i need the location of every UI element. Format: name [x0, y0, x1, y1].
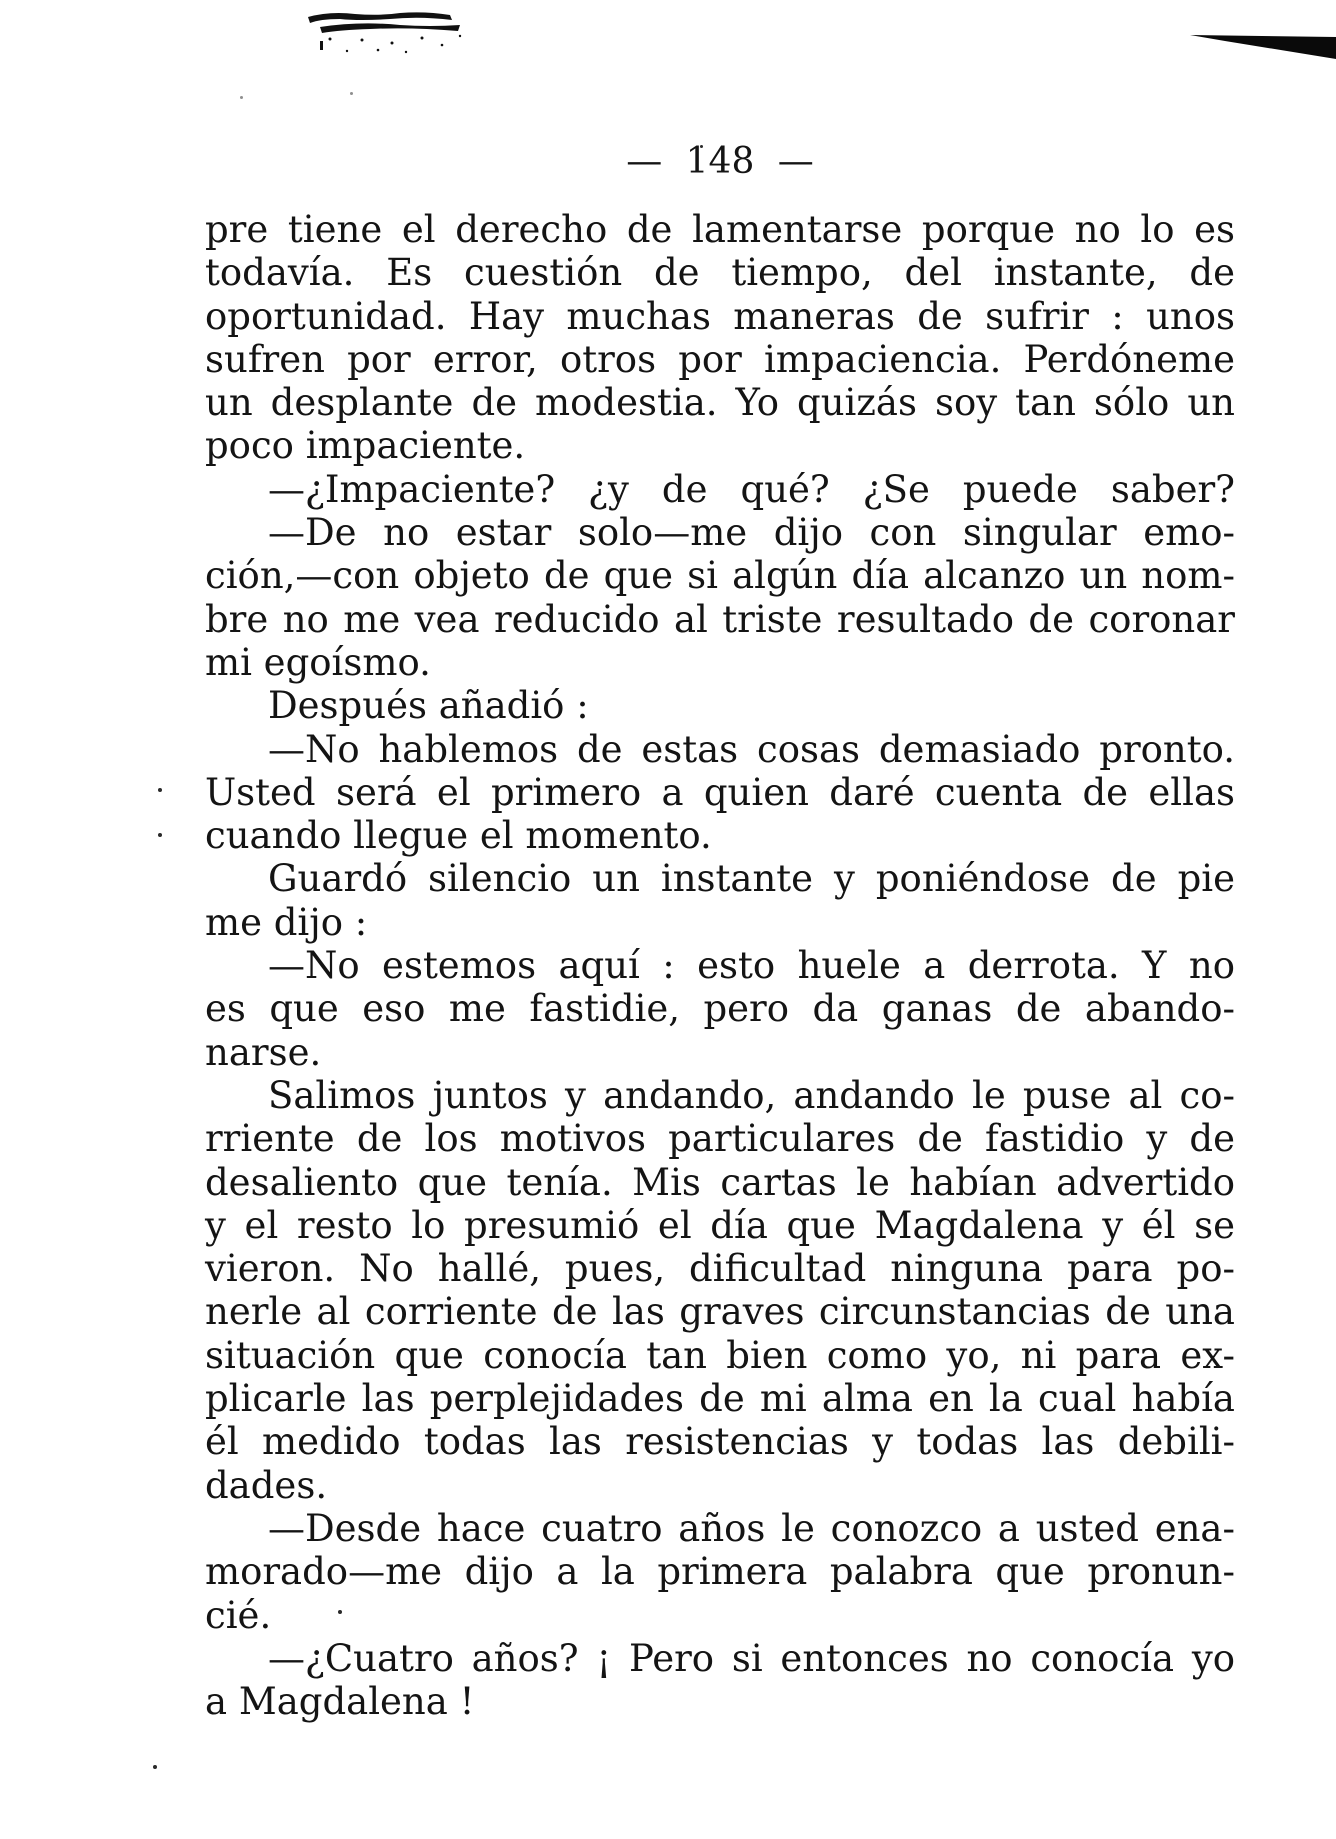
text-line: un desplante de modestia. Yo quizás soy tan sólo un: [205, 381, 1235, 425]
text-line: todavía. Es cuestión de tiempo, del instante, de: [205, 251, 1235, 295]
text-line: Usted será el primero a quien daré cuenta de ellas: [205, 770, 1235, 814]
text-line: dades.: [205, 1463, 328, 1507]
text-line: —¿Impaciente? ¿y de qué? ¿Se puede saber?: [268, 467, 1235, 511]
text-line: mi egoísmo.: [205, 640, 431, 684]
text-line: sufren por error, otros por impaciencia. Perdóneme: [205, 337, 1235, 381]
text-line: nerle al corriente de las graves circunstancias de una: [205, 1290, 1235, 1334]
text-line: —No hablemos de estas cosas demasiado pronto.: [268, 727, 1235, 771]
text-line: ción,—con objeto de que si algún día alcanzo un nom-: [205, 554, 1235, 598]
text-line: situación que conocía tan bien como yo, ni para ex-: [205, 1333, 1235, 1377]
text-line: pre tiene el derecho de lamentarse porque no lo es: [205, 208, 1235, 251]
ink-speck: [153, 1765, 157, 1769]
text-line: y el resto lo presumió el día que Magdalena y él se: [205, 1203, 1235, 1247]
text-line: morado—me dijo a la primera palabra que pronun-: [205, 1550, 1235, 1594]
text-line: —De no estar solo—me dijo con singular emo-: [268, 511, 1235, 555]
text-line: plicarle las perplejidades de mi alma en la cual había: [205, 1377, 1235, 1421]
text-line: desaliento que tenía. Mis cartas le habían advertido: [205, 1160, 1235, 1204]
text-line: me dijo :: [205, 900, 368, 944]
ink-smudge-artifact: [300, 3, 470, 61]
text-line: cuando llegue el momento.: [205, 814, 712, 858]
text-line: poco impaciente.: [205, 424, 526, 468]
text-line: Guardó silencio un instante y poniéndose de pie: [268, 857, 1235, 901]
corner-fold-artifact: [1185, 28, 1336, 62]
ink-speck: [158, 788, 162, 792]
ink-speck: [240, 96, 243, 99]
text-line: es que eso me fastidie, pero da ganas de abando-: [205, 987, 1235, 1031]
text-line: Después añadió :: [268, 684, 589, 728]
text-line: bre no me vea reducido al triste resultado de coronar: [205, 597, 1235, 641]
text-line: a Magdalena !: [205, 1680, 475, 1724]
text-line: narse.: [205, 1030, 322, 1074]
page-text: [205, 208, 1235, 1723]
text-line: Salimos juntos y andando, andando le puse al co-: [268, 1073, 1235, 1117]
text-line: —¿Cuatro años? ¡ Pero si entonces no conocía yo: [268, 1636, 1235, 1680]
text-line: rriente de los motivos particulares de fastidio y de: [205, 1117, 1235, 1161]
page-number: — 148 —: [626, 141, 814, 182]
ink-speck: [158, 833, 162, 837]
text-line: él medido todas las resistencias y todas las debili-: [205, 1420, 1235, 1464]
text-line: —No estemos aquí : esto huele a derrota. Y no: [268, 944, 1235, 988]
ink-speck: [350, 92, 353, 95]
text-line: —Desde hace cuatro años le conozco a usted ena-: [268, 1506, 1235, 1550]
text-line: vieron. No hallé, pues, dificultad ninguna para po-: [205, 1247, 1235, 1291]
text-line: cié.: [205, 1593, 272, 1637]
text-line: oportunidad. Hay muchas maneras de sufrir : unos: [205, 294, 1235, 338]
